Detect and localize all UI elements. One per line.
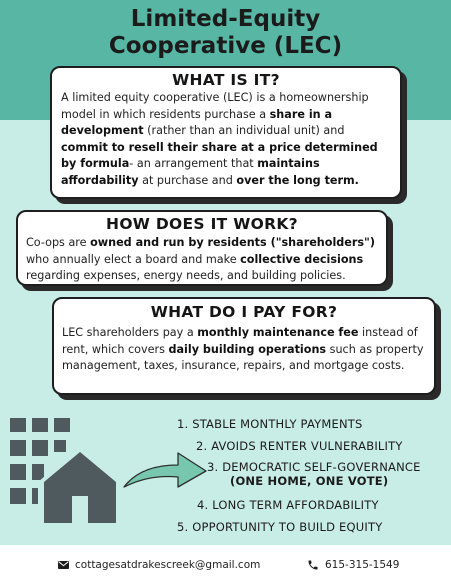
text-segment: instead of rent, which covers (62, 326, 418, 356)
benefit-item: 2. AVOIDS RENTER VULNERABILITY (196, 439, 403, 453)
benefit-item: 5. OPPORTUNITY TO BUILD EQUITY (177, 520, 383, 534)
bold-segment: monthly maintenance fee (197, 326, 359, 339)
bold-segment: commit to resell their share at a price determined by formula (61, 140, 378, 171)
how-does-it-work-heading: HOW DOES IT WORK? (106, 215, 298, 233)
phone-contact[interactable] (307, 558, 399, 572)
bold-segment: share in a development (61, 107, 333, 138)
bold-segment: collective decisions (240, 252, 364, 266)
text-segment: LEC shareholders pay a (62, 326, 198, 339)
text-segment: such as property management, taxes, insurance, repairs, and mortgage costs. (62, 342, 424, 373)
benefit-item: 1. STABLE MONTHLY PAYMENTS (177, 417, 363, 431)
text-segment: who annually elect a board and make (26, 252, 241, 266)
building-icon (10, 418, 128, 523)
arrow-icon (122, 447, 208, 491)
bold-segment: daily building operations (168, 342, 327, 356)
what-do-i-pay-for-heading: WHAT DO I PAY FOR? (150, 303, 338, 321)
text-segment: A limited equity cooperative (LEC) is a homeownership model in which residents purchase a (61, 91, 369, 121)
phone-number[interactable]: 615-315-1549 (325, 559, 400, 571)
what-is-it-heading: WHAT IS IT? (172, 71, 280, 89)
title-line-2: Cooperative (LEC) (108, 33, 343, 59)
bold-segment: owned and run by residents ("shareholders") (90, 236, 376, 249)
what-do-i-pay-for-text (62, 325, 426, 375)
bold-segment: maintains affordability (61, 157, 320, 187)
phone-icon (307, 559, 319, 571)
how-does-it-work-text (26, 235, 378, 285)
what-is-it-text (61, 90, 391, 190)
page-title (0, 6, 451, 60)
what-is-it-card (50, 66, 402, 199)
title-line-1: Limited-Equity (130, 6, 321, 32)
house-icon (38, 446, 122, 523)
text-segment: - an arrangement that (129, 157, 258, 171)
email-address[interactable]: cottagesatdrakescreek@gmail.com (75, 559, 261, 571)
benefit-text: 3. DEMOCRATIC SELF-GOVERNANCE (207, 460, 421, 474)
text-segment: Co-ops are (26, 236, 91, 249)
bold-segment: over the long term. (236, 173, 359, 187)
email-contact[interactable] (58, 558, 260, 572)
how-does-it-work-card (16, 210, 388, 286)
text-segment: regarding expenses, energy needs, and building policies. (26, 269, 346, 283)
what-do-i-pay-for-card (52, 297, 436, 395)
benefit-item: 4. LONG TERM AFFORDABILITY (197, 498, 379, 512)
benefit-subtext: (ONE HOME, ONE VOTE) (230, 474, 389, 488)
envelope-icon (58, 561, 69, 569)
text-segment: at purchase and (138, 173, 237, 187)
text-segment: (rather than an individual unit) and (143, 124, 345, 138)
